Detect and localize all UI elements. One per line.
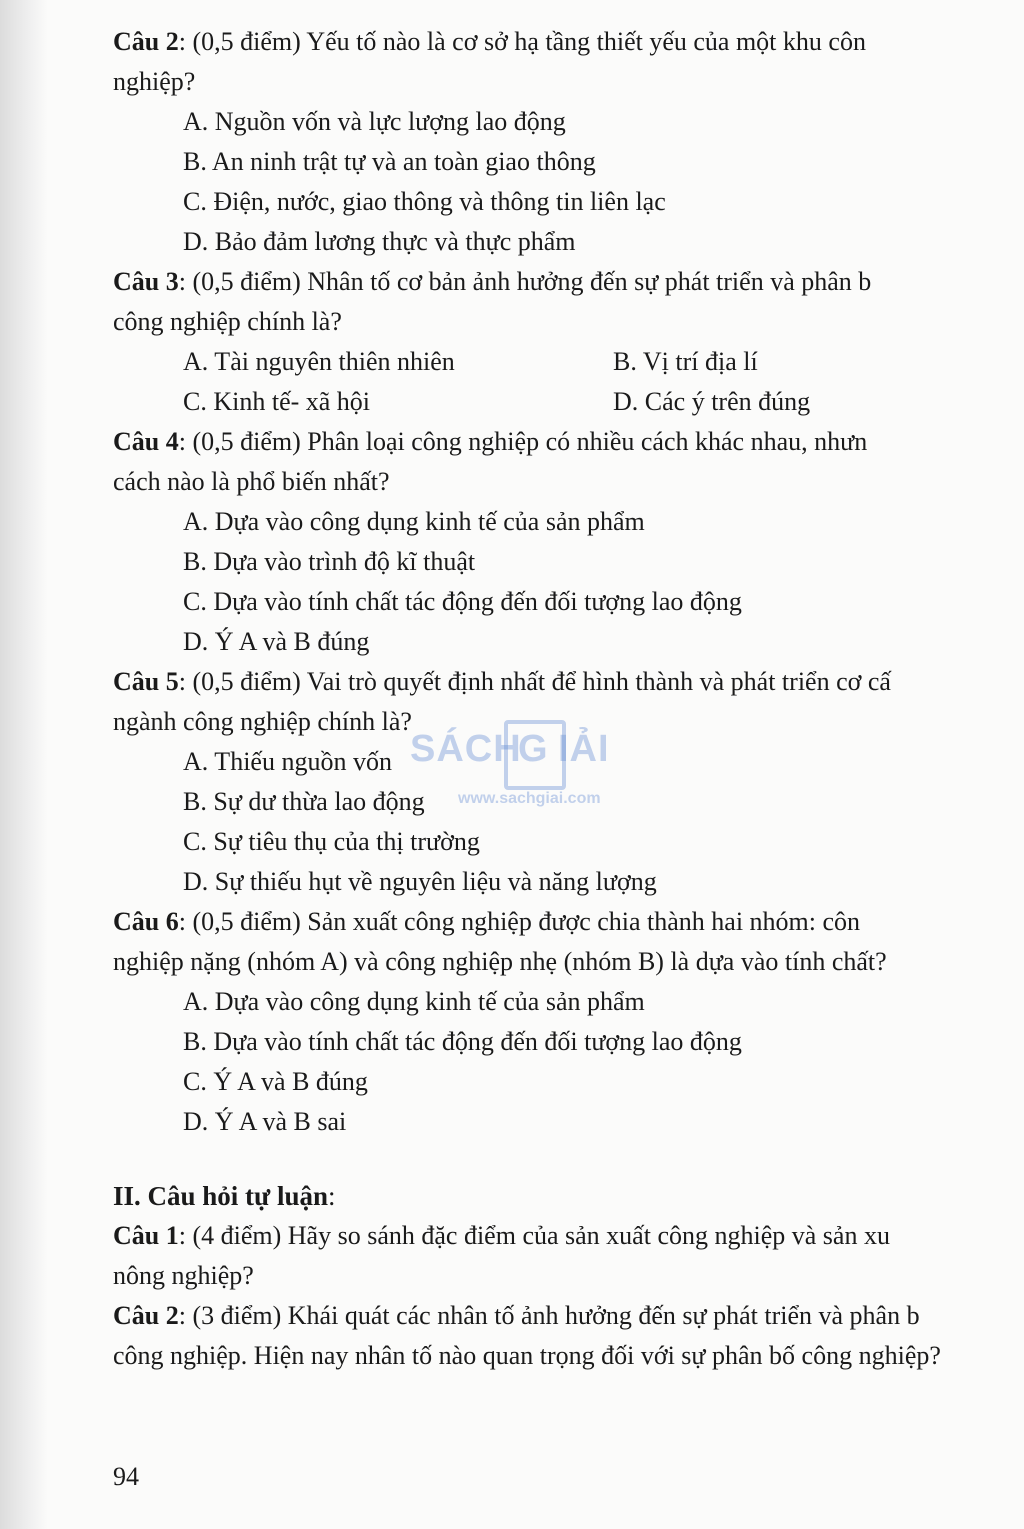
question-points: : (0,5 điểm) xyxy=(178,267,301,296)
section-essay-heading xyxy=(113,1176,993,1216)
question-6-line2: nghiệp nặng (nhóm A) và công nghiệp nhẹ (nhóm B) là dựa vào tính chất? xyxy=(113,947,887,976)
essay-question-2-line2: công nghiệp. Hiện nay nhân tố nào quan trọng đối với sự phân bố công nghiệp? xyxy=(113,1341,941,1370)
option-a: A. Tài nguyên thiên nhiên xyxy=(183,347,455,376)
watermark-url: www.sachgiai.com xyxy=(458,790,601,807)
option-b: B. Vị trí địa lí xyxy=(613,347,758,376)
watermark-right-text: IẢI xyxy=(558,728,610,770)
option-c: C. Kinh tế- xã hội xyxy=(183,387,371,416)
option-c: C. Sự tiêu thụ của thị trường xyxy=(183,827,480,856)
question-text: Hãy so sánh đặc điểm của sản xuất công nghiệp và sản xu xyxy=(281,1221,890,1250)
question-3-line1 xyxy=(113,262,993,302)
option-c: C. Dựa vào tính chất tác động đến đối tượng lao động xyxy=(183,587,742,616)
question-points: : (0,5 điểm) xyxy=(178,667,301,696)
question-5-block xyxy=(113,662,993,902)
question-text: Phân loại công nghiệp có nhiều cách khác nhau, nhưn xyxy=(300,427,868,456)
essay-question-1-line1 xyxy=(113,1216,993,1256)
essay-question-2-line1 xyxy=(113,1296,993,1336)
question-points: : (3 điểm) xyxy=(178,1301,282,1330)
option-b: B. Dựa vào trình độ kĩ thuật xyxy=(183,547,476,576)
question-4-line1 xyxy=(113,422,993,462)
option-d: D. Ý A và B sai xyxy=(183,1107,347,1136)
question-label: Câu 5 xyxy=(113,667,179,696)
option-a: A. Dựa vào công dụng kinh tế của sản phẩm xyxy=(183,507,645,536)
question-6-line1 xyxy=(113,902,993,942)
page-content xyxy=(113,22,993,1376)
option-b: B. Dựa vào tính chất tác động đến đối tượng lao động xyxy=(183,1027,742,1056)
option-c: C. Ý A và B đúng xyxy=(183,1067,368,1096)
question-text: Khái quát các nhân tố ảnh hưởng đến sự phát triển và phân b xyxy=(281,1301,920,1330)
question-points: : (0,5 điểm) xyxy=(178,27,301,56)
question-2-line1 xyxy=(113,22,993,62)
question-5-line2: ngành công nghiệp chính là? xyxy=(113,707,412,736)
option-d: D. Ý A và B đúng xyxy=(183,627,370,656)
question-2-block xyxy=(113,22,993,262)
options-row-ab xyxy=(113,342,993,382)
question-4-line2: cách nào là phổ biến nhất? xyxy=(113,467,390,496)
question-text: Nhân tố cơ bản ảnh hưởng đến sự phát triển và phân b xyxy=(300,267,872,296)
option-c: C. Điện, nước, giao thông và thông tin liên lạc xyxy=(183,187,666,216)
question-3-line2: công nghiệp chính là? xyxy=(113,307,342,336)
question-3-block xyxy=(113,262,993,422)
section-title: II. Câu hỏi tự luận xyxy=(113,1181,329,1211)
option-a: A. Dựa vào công dụng kinh tế của sản phẩm xyxy=(183,987,645,1016)
essay-question-1-line2: nông nghiệp? xyxy=(113,1261,254,1290)
question-2-line2: nghiệp? xyxy=(113,67,196,96)
question-text: Yếu tố nào là cơ sở hạ tầng thiết yếu của một khu côn xyxy=(300,27,866,56)
watermark-box-letter: G xyxy=(518,728,549,770)
options-row-cd xyxy=(113,382,993,422)
question-label: Câu 4 xyxy=(113,427,179,456)
option-d: D. Sự thiếu hụt về nguyên liệu và năng lượng xyxy=(183,867,657,896)
option-d: D. Bảo đảm lương thực và thực phẩm xyxy=(183,227,576,256)
page-binding-shadow xyxy=(0,0,48,1529)
question-text: Sản xuất công nghiệp được chia thành hai nhóm: côn xyxy=(300,907,861,936)
question-5-line1 xyxy=(113,662,993,702)
essay-question-2-block xyxy=(113,1296,993,1376)
question-points: : (0,5 điểm) xyxy=(178,907,301,936)
question-points: : (4 điểm) xyxy=(178,1221,282,1250)
question-label: Câu 1 xyxy=(113,1221,179,1250)
essay-question-1-block xyxy=(113,1216,993,1296)
option-b: B. Sự dư thừa lao động xyxy=(183,787,425,816)
question-6-block xyxy=(113,902,993,1142)
question-label: Câu 3 xyxy=(113,267,179,296)
question-label: Câu 2 xyxy=(113,27,179,56)
question-label: Câu 2 xyxy=(113,1301,179,1330)
question-4-block xyxy=(113,422,993,662)
question-label: Câu 6 xyxy=(113,907,179,936)
page-number: 94 xyxy=(113,1462,139,1491)
watermark-left-text: SÁCH xyxy=(410,728,522,770)
option-a: A. Nguồn vốn và lực lượng lao động xyxy=(183,107,566,136)
option-a: A. Thiếu nguồn vốn xyxy=(183,747,392,776)
question-text: Vai trò quyết định nhất để hình thành và phát triển cơ cấ xyxy=(300,667,891,696)
section-colon: : xyxy=(328,1181,336,1211)
option-d: D. Các ý trên đúng xyxy=(613,387,811,416)
question-points: : (0,5 điểm) xyxy=(178,427,301,456)
option-b: B. An ninh trật tự và an toàn giao thông xyxy=(183,147,596,176)
